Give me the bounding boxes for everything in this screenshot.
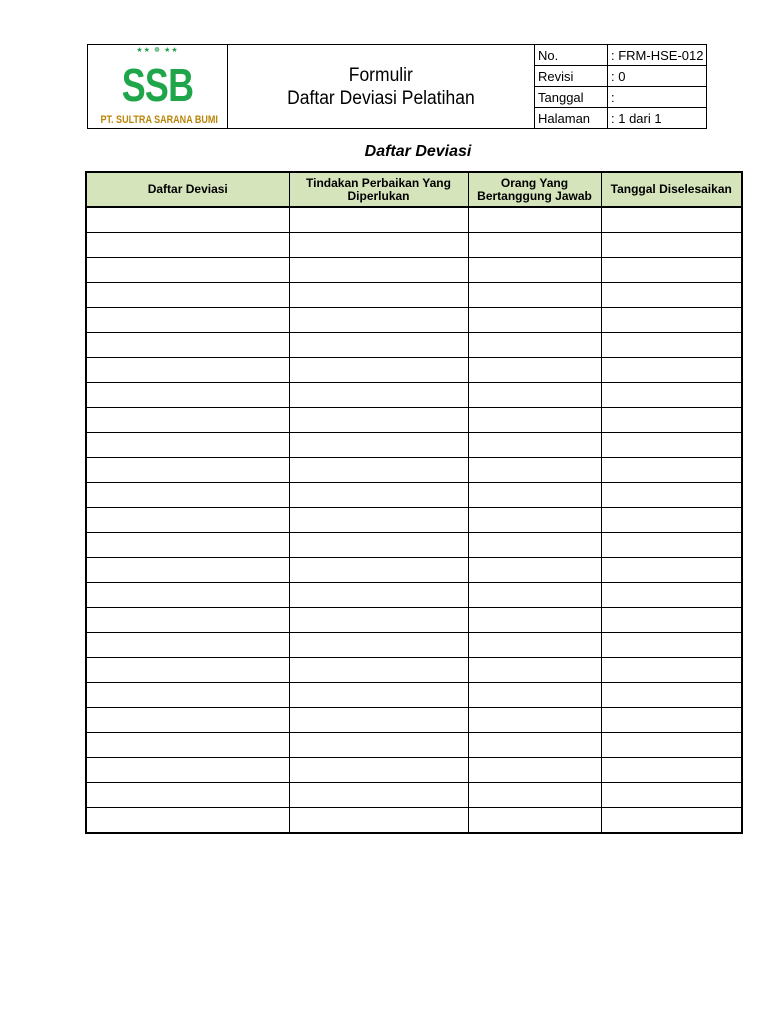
table-cell[interactable] — [468, 308, 601, 333]
table-cell[interactable] — [601, 583, 742, 608]
table-cell[interactable] — [86, 733, 289, 758]
table-cell[interactable] — [86, 633, 289, 658]
logo-company-name: PT. SULTRA SARANA BUMI — [100, 114, 218, 126]
info-row-date — [535, 87, 706, 108]
table-cell[interactable] — [468, 658, 601, 683]
table-cell[interactable] — [468, 458, 601, 483]
table-row — [86, 558, 742, 583]
table-cell[interactable] — [601, 683, 742, 708]
table-row — [86, 808, 742, 834]
table-cell[interactable] — [468, 758, 601, 783]
table-cell[interactable] — [86, 283, 289, 308]
table-cell[interactable] — [289, 283, 468, 308]
table-cell[interactable] — [289, 733, 468, 758]
table-cell[interactable] — [86, 783, 289, 808]
table-cell[interactable] — [601, 458, 742, 483]
table-cell[interactable] — [289, 633, 468, 658]
logo-brand-text: SSB — [121, 59, 194, 111]
table-row — [86, 608, 742, 633]
info-label: Revisi — [535, 66, 608, 86]
table-cell[interactable] — [601, 633, 742, 658]
table-cell[interactable] — [601, 383, 742, 408]
table-cell[interactable] — [468, 258, 601, 283]
table-row — [86, 533, 742, 558]
table-cell[interactable] — [86, 558, 289, 583]
table-cell[interactable] — [468, 283, 601, 308]
table-cell[interactable] — [468, 558, 601, 583]
table-cell[interactable] — [601, 308, 742, 333]
table-cell[interactable] — [86, 358, 289, 383]
table-cell[interactable] — [289, 758, 468, 783]
deviation-table — [85, 171, 743, 834]
table-row — [86, 583, 742, 608]
table-row — [86, 283, 742, 308]
table-cell[interactable] — [468, 508, 601, 533]
table-row — [86, 758, 742, 783]
table-cell[interactable] — [289, 258, 468, 283]
table-row — [86, 358, 742, 383]
table-row — [86, 308, 742, 333]
table-cell[interactable] — [601, 708, 742, 733]
table-cell[interactable] — [86, 658, 289, 683]
table-cell[interactable] — [289, 533, 468, 558]
table-cell[interactable] — [289, 683, 468, 708]
info-value: : 1 dari 1 — [611, 110, 662, 126]
info-label: Halaman — [535, 108, 608, 128]
table-row — [86, 658, 742, 683]
table-cell[interactable] — [468, 333, 601, 358]
table-cell[interactable] — [289, 608, 468, 633]
column-header-corrective-action: Tindakan Perbaikan Yang Diperlukan — [289, 172, 468, 207]
table-cell[interactable] — [601, 808, 742, 834]
table-cell[interactable] — [468, 358, 601, 383]
table-cell[interactable] — [86, 533, 289, 558]
info-value: : FRM-HSE-012 — [611, 47, 704, 63]
table-cell[interactable] — [86, 583, 289, 608]
section-title: Daftar Deviasi — [364, 143, 472, 160]
table-cell[interactable] — [601, 508, 742, 533]
table-cell[interactable] — [601, 758, 742, 783]
table-cell[interactable] — [601, 433, 742, 458]
table-cell[interactable] — [468, 708, 601, 733]
table-cell[interactable] — [86, 233, 289, 258]
table-cell[interactable] — [601, 558, 742, 583]
table-cell[interactable] — [289, 783, 468, 808]
table-cell[interactable] — [86, 258, 289, 283]
table-cell[interactable] — [468, 633, 601, 658]
company-logo — [88, 45, 228, 128]
table-row — [86, 207, 742, 233]
table-cell[interactable] — [289, 658, 468, 683]
table-cell[interactable] — [86, 508, 289, 533]
table-body — [86, 207, 742, 833]
info-value: : — [611, 89, 615, 105]
table-cell[interactable] — [289, 458, 468, 483]
table-cell[interactable] — [289, 583, 468, 608]
table-row — [86, 408, 742, 433]
table-cell[interactable] — [468, 433, 601, 458]
table-cell[interactable] — [86, 308, 289, 333]
table-row — [86, 783, 742, 808]
table-cell[interactable] — [86, 383, 289, 408]
table-cell[interactable] — [601, 608, 742, 633]
column-header-responsible-person: Orang Yang Bertanggung Jawab — [468, 172, 601, 207]
table-cell[interactable] — [289, 433, 468, 458]
form-header — [87, 44, 707, 129]
table-cell[interactable] — [601, 258, 742, 283]
table-cell[interactable] — [86, 408, 289, 433]
table-cell[interactable] — [468, 608, 601, 633]
logo-stars-icon: ★★ ☸ ★★ — [136, 47, 179, 54]
table-cell[interactable] — [601, 533, 742, 558]
table-cell[interactable] — [468, 483, 601, 508]
table-cell[interactable] — [289, 408, 468, 433]
table-cell[interactable] — [86, 808, 289, 834]
table-cell[interactable] — [86, 483, 289, 508]
table-row — [86, 708, 742, 733]
info-label: Tanggal — [535, 87, 608, 107]
table-cell[interactable] — [468, 733, 601, 758]
table-cell[interactable] — [86, 433, 289, 458]
table-row — [86, 483, 742, 508]
table-cell[interactable] — [468, 808, 601, 834]
table-cell[interactable] — [86, 608, 289, 633]
table-row — [86, 258, 742, 283]
form-title — [228, 45, 535, 128]
table-cell[interactable] — [289, 808, 468, 834]
table-cell[interactable] — [468, 583, 601, 608]
table-cell[interactable] — [468, 783, 601, 808]
table-cell[interactable] — [289, 558, 468, 583]
table-cell[interactable] — [601, 333, 742, 358]
table-cell[interactable] — [468, 683, 601, 708]
info-row-page — [535, 108, 706, 128]
table-cell[interactable] — [86, 683, 289, 708]
table-row — [86, 508, 742, 533]
table-cell[interactable] — [468, 233, 601, 258]
info-label: No. — [535, 45, 608, 65]
table-cell[interactable] — [289, 233, 468, 258]
form-title-line1: Formulir — [348, 64, 414, 86]
table-cell[interactable] — [468, 408, 601, 433]
table-row — [86, 683, 742, 708]
table-cell[interactable] — [601, 783, 742, 808]
table-cell[interactable] — [86, 333, 289, 358]
table-cell[interactable] — [601, 408, 742, 433]
table-header-row — [86, 172, 742, 207]
table-row — [86, 333, 742, 358]
table-row — [86, 633, 742, 658]
table-row — [86, 233, 742, 258]
column-header-deviation: Daftar Deviasi — [86, 172, 289, 207]
table-cell[interactable] — [601, 283, 742, 308]
column-header-completion-date: Tanggal Diselesaikan — [601, 172, 742, 207]
table-cell[interactable] — [601, 733, 742, 758]
table-cell[interactable] — [468, 383, 601, 408]
table-cell[interactable] — [289, 483, 468, 508]
info-row-revision — [535, 66, 706, 87]
table-cell[interactable] — [86, 207, 289, 233]
table-cell[interactable] — [289, 308, 468, 333]
table-cell[interactable] — [601, 207, 742, 233]
table-cell[interactable] — [289, 333, 468, 358]
table-cell[interactable] — [289, 508, 468, 533]
table-cell[interactable] — [468, 207, 601, 233]
table-cell[interactable] — [601, 233, 742, 258]
form-title-line2: Daftar Deviasi Pelatihan — [287, 87, 475, 109]
info-value: : 0 — [611, 68, 626, 84]
table-row — [86, 383, 742, 408]
table-cell[interactable] — [289, 358, 468, 383]
info-row-number — [535, 45, 706, 66]
table-cell[interactable] — [289, 708, 468, 733]
table-cell[interactable] — [289, 207, 468, 233]
table-cell[interactable] — [86, 708, 289, 733]
table-cell[interactable] — [289, 383, 468, 408]
table-cell[interactable] — [86, 758, 289, 783]
table-row — [86, 433, 742, 458]
table-cell[interactable] — [86, 458, 289, 483]
document-info — [535, 45, 706, 128]
table-cell[interactable] — [601, 658, 742, 683]
table-row — [86, 733, 742, 758]
table-cell[interactable] — [601, 358, 742, 383]
table-row — [86, 458, 742, 483]
table-cell[interactable] — [601, 483, 742, 508]
table-cell[interactable] — [468, 533, 601, 558]
